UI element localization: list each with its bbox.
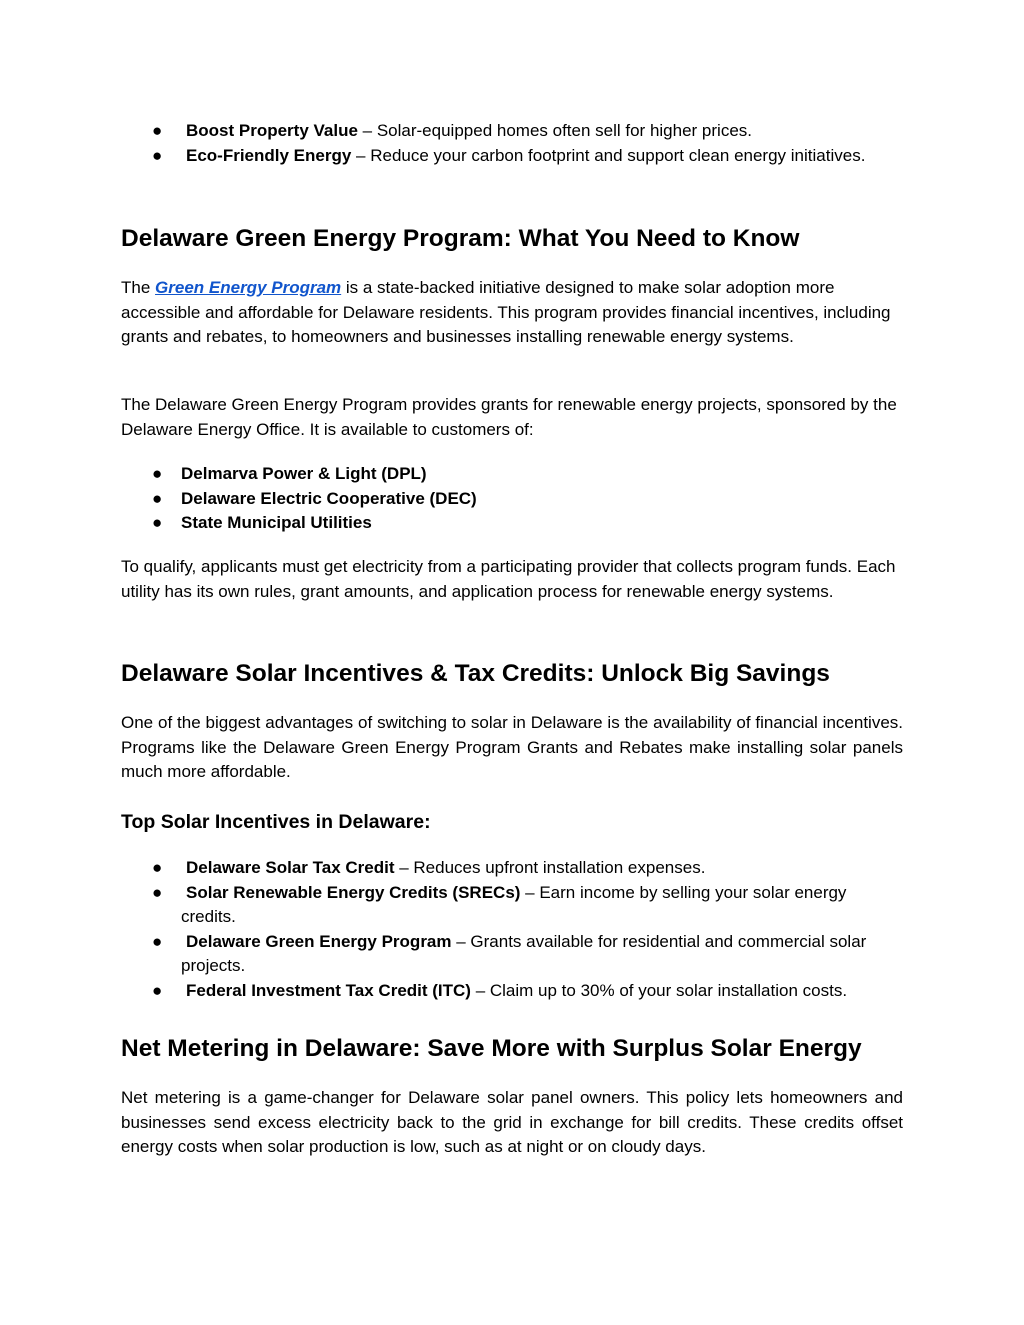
list-item: [121, 930, 903, 979]
bullet-icon: ●: [152, 882, 163, 902]
incentives-list: [121, 856, 903, 1003]
section-paragraph: One of the biggest advantages of switching to solar in Delaware is the availability of financial incentives. Programs like the Delaware Green Energy Program Grants and Rebates make installing solar panels much more affordable.: [121, 713, 903, 781]
section-paragraph: [121, 276, 903, 350]
list-item: [121, 979, 903, 1004]
list-item-term: Federal Investment Tax Credit (ITC): [186, 980, 471, 1000]
section-heading: Delaware Green Energy Program: What You Need to Know: [121, 225, 800, 252]
section-paragraph: To qualify, applicants must get electricity from a participating provider that collects program funds. Each utility has its own rules, grant amounts, and application process for renewable energy systems.: [121, 557, 896, 601]
section-heading: Net Metering in Delaware: Save More with Surplus Solar Energy: [121, 1035, 862, 1062]
subsection-heading: Top Solar Incentives in Delaware:: [121, 811, 431, 833]
bullet-icon: ●: [152, 513, 163, 532]
section-heading: Delaware Solar Incentives & Tax Credits: Unlock Big Savings: [121, 660, 830, 687]
list-item: [121, 856, 903, 881]
bullet-icon: ●: [152, 488, 163, 508]
benefits-list: [121, 119, 903, 168]
list-item-desc: – Earn income by selling your solar energy credits.: [181, 882, 847, 926]
list-item-desc: – Solar-equipped homes often sell for higher prices.: [357, 121, 752, 140]
list-item-term: Solar Renewable Energy Credits (SRECs): [186, 882, 521, 902]
bullet-icon: ●: [152, 145, 163, 165]
list-item: [121, 119, 903, 144]
list-item-desc: – Reduce your carbon footprint and support clean energy initiatives.: [351, 145, 866, 165]
list-item: [121, 144, 903, 169]
section-paragraph: Net metering is a game-changer for Delaware solar panel owners. This policy lets homeowners and businesses send excess electricity back to the grid in exchange for bill credits. These credits offset energy costs when solar production is low, such as at night or on cloudy days.: [121, 1088, 903, 1156]
list-item: [121, 462, 903, 487]
section-paragraph: The Delaware Green Energy Program provides grants for renewable energy projects, sponsored by the Delaware Energy Office. It is available to customers of:: [121, 395, 897, 439]
green-energy-program-link[interactable]: Green Energy Program: [155, 278, 342, 297]
list-item-desc: – Grants available for residential and commercial solar projects.: [181, 931, 867, 975]
list-item-desc: – Reduces upfront installation expenses.: [394, 858, 706, 877]
list-item-term: Delaware Solar Tax Credit: [186, 858, 395, 877]
list-item-term: State Municipal Utilities: [181, 513, 372, 532]
paragraph-text: The: [121, 278, 156, 297]
list-item-desc: – Claim up to 30% of your solar installation costs.: [470, 980, 848, 1000]
list-item: [121, 881, 903, 930]
bullet-icon: ●: [152, 858, 163, 877]
list-item-term: Boost Property Value: [186, 121, 358, 140]
bullet-icon: ●: [152, 464, 163, 483]
list-item: [121, 511, 903, 536]
bullet-icon: ●: [152, 121, 163, 140]
providers-list: [121, 462, 903, 536]
list-item-term: Delaware Green Energy Program: [186, 931, 452, 951]
list-item: [121, 487, 903, 512]
bullet-icon: ●: [152, 931, 163, 951]
list-item-term: Eco-Friendly Energy: [186, 145, 352, 165]
bullet-icon: ●: [152, 980, 163, 1000]
list-item-term: Delaware Electric Cooperative (DEC): [181, 488, 477, 508]
paragraph-text: is a state-backed initiative designed to make solar adoption more accessible and affordable for Delaware residents. This program provides financial incentives, including grants and rebates, to homeowners and businesses installing renewable energy systems.: [121, 278, 891, 346]
list-item-term: Delmarva Power & Light (DPL): [181, 464, 427, 483]
